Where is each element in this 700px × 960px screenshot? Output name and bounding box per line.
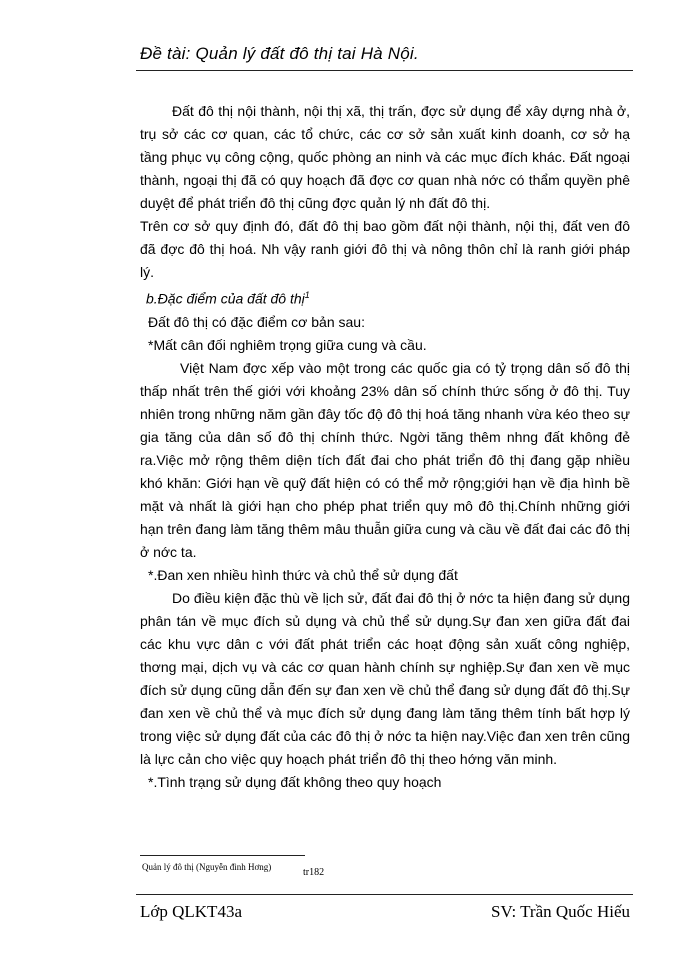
footnote-text: Quản lý đô thị (Nguyễn đình Hơng): [142, 862, 272, 872]
footer-divider: [136, 894, 633, 895]
section-heading-b: [140, 284, 630, 311]
header-divider: [136, 70, 633, 71]
paragraph-1: Đất đô thị nội thành, nội thị xã, thị trấn, đợc sử dụng để xây dựng nhà ở, trụ sở các cơ quan, các tổ chức, các cơ sở sản xuất kinh doanh, cơ sở hạ tầng phục vụ công cộng, quốc phòng an ninh và các mục đích khác. Đất ngoại thành, ngoại thị đã có quy hoạch đã đợc cơ quan nhà nớc có thẩm quyền phê duyệt để phát triển đô thị cũng đợc quản lý nh đất đô thị.: [140, 103, 630, 211]
page-header-title: Đề tài: Quản lý đất đô thị tai Hà Nội.: [140, 44, 419, 63]
section-heading-b-text: b.Đặc điểm của đất đô thị: [146, 290, 305, 307]
footer-class: Lớp QLKT43a: [140, 902, 242, 921]
bullet-heading-1: *Mất cân đối nghiêm trọng giữa cung và cầu.: [148, 336, 427, 353]
paragraph-5: Việt Nam đợc xếp vào một trong các quốc gia có tỷ trọng dân số đô thị thấp nhất trên thế giới với khoảng 23% dân số chính thức sống ở đô thị. Tuy nhiên trong những năm gần đây tốc độ đô thị hoá tăng nhanh vừa kéo theo sự gia tăng của dân số đô thị chính thức. Ngời tăng thêm nhng đất không đẻ ra.Việc mở rộng thêm diện tích đất đai cho phát triển đô thị đang gặp nhiều khó khăn: Giới hạn về quỹ đất hiện có có thể mở rộng;giới hạn về địa hình bề mặt và nhất là giới hạn cho phép phat triển quy mô đô thị.Chính những giới hạn trên đang làm tăng thêm mâu thuẫn giữa cung và cầu về đất đai các đô thị ở nớc ta.: [140, 359, 630, 560]
paragraph-7: Do điều kiện đặc thù về lịch sử, đất đai đô thị ở nớc ta hiện đang sử dụng phân tán về mục đích sủ dụng và chủ thể sử dụng.Sự đan xen giữa đất đai các khu vực dân c với đất phát triển các hoạt động sản xuất công nghiệp, thơng mại, dịch vụ và các cơ quan hành chính sự nghiệp.Sự đan xen về mục đích sử dụng cũng dẫn đến sự đan xen về chủ thể đang sử dụng đất đô thị.Sự đan xen về chủ thể và mục đích sử dụng đang làm tăng thêm tính bất hợp lý trong việc sử dụng đất của các đô thị ở nớc ta hiện nay.Việc đan xen trên cũng là lực cản cho việc quy hoạch phát triển đô thị theo hớng văn minh.: [140, 589, 630, 767]
paragraph-2: Trên cơ sở quy định đó, đất đô thị bao gồm đất nội thành, nội thị, đất ven đô đã đợc đô thị hoá. Nh vậy ranh giới đô thị và nông thôn chỉ là ranh giới pháp lý.: [140, 218, 630, 280]
document-body: [140, 100, 630, 794]
footnote-page-ref: tr182: [303, 867, 325, 878]
paragraph-3: Đất đô thị có đặc điểm cơ bản sau:: [148, 313, 365, 330]
bullet-heading-2: *.Đan xen nhiều hình thức và chủ thể sử dụng đất: [148, 566, 458, 583]
bullet-heading-3: *.Tình trạng sử dụng đất không theo quy hoạch: [148, 773, 442, 790]
footnote-divider: [140, 855, 305, 856]
footer-student: SV: Trần Quốc Hiếu: [491, 902, 630, 921]
footnote-marker: 1: [304, 290, 310, 300]
